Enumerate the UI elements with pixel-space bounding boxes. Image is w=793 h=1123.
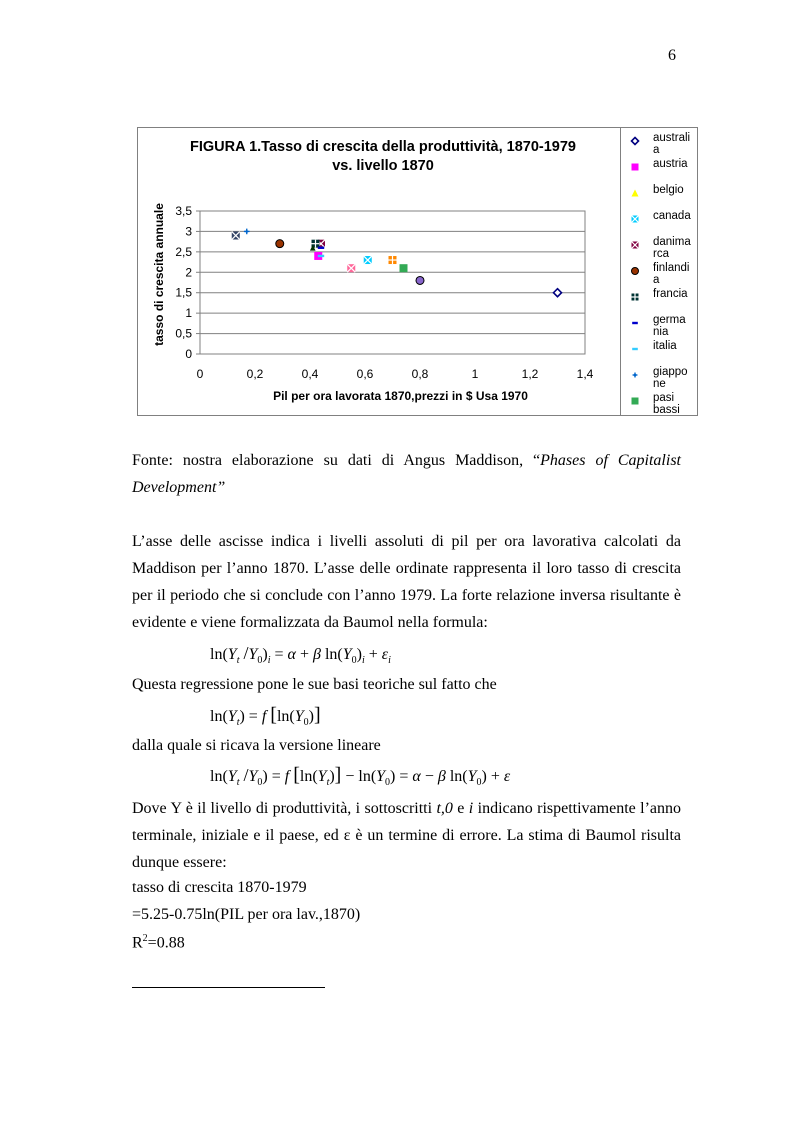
- legend-item: [621, 158, 698, 184]
- formula-theoretical: $\ln(Y_t) = f$ $[\ln(Y_0)]$: [210, 704, 321, 729]
- para2-italic-i: i: [468, 800, 474, 817]
- legend-item: [621, 184, 698, 210]
- legend-marker-icon: [628, 187, 642, 199]
- legend-label: [653, 314, 698, 338]
- legend-label-line: a: [653, 144, 660, 156]
- legend-label: [653, 184, 698, 196]
- legend-label-line: danima: [653, 236, 691, 248]
- y-tick-label: 0: [185, 347, 192, 361]
- para2-part-a: Dove Y è il livello di produttività, i sottoscritti: [132, 800, 437, 817]
- y-tick-label: 3: [185, 224, 192, 239]
- legend-label: [653, 366, 698, 390]
- legend-label: [653, 288, 698, 300]
- x-tick-label: 1,2: [521, 367, 539, 381]
- data-point: [416, 276, 424, 284]
- legend-label: [653, 132, 698, 156]
- x-tick-label: 0,8: [411, 367, 429, 381]
- data-point: [400, 264, 408, 272]
- legend-label-line: a: [653, 274, 660, 286]
- legend-label: [653, 210, 698, 222]
- legend-label-line: rca: [653, 248, 669, 260]
- para2-part-b: e: [452, 800, 469, 817]
- legend-label: [653, 236, 698, 260]
- legend-marker-icon: [628, 317, 642, 329]
- data-point: [347, 264, 355, 272]
- legend-marker: [632, 190, 639, 197]
- y-tick-label: 0,5: [175, 326, 192, 341]
- legend-item: [621, 392, 698, 416]
- legend-item: [621, 236, 698, 262]
- paragraph-intro: L’asse delle ascisse indica i livelli assoluti di pil per ora lavorativa calcolati da Maddison per l’anno 1870. L’asse delle ordinate rappresenta il loro tasso di crescita per il periodo che si conclude con l’anno 1979. La forte relazione inversa risultante è evidente e viene formalizzata da Baumol nella formula:: [132, 533, 681, 631]
- legend-marker: [632, 216, 639, 223]
- legend-label: [653, 262, 698, 286]
- legend-item: [621, 366, 698, 392]
- legend-label-line: australi: [653, 132, 691, 144]
- legend-marker: [632, 294, 639, 301]
- legend-marker: [633, 373, 638, 378]
- legend-marker: [632, 242, 639, 249]
- chart-plot-area: [138, 128, 620, 416]
- footnote-separator: [132, 987, 325, 988]
- legend-marker-icon: [628, 135, 642, 147]
- legend-label-line: austria: [653, 158, 688, 170]
- r-squared-sup: 2: [142, 933, 148, 944]
- legend-item: [621, 288, 698, 314]
- legend-label: [653, 158, 698, 170]
- data-point: [364, 256, 372, 264]
- text-linear-version: dalla quale si ricava la versione lineare: [132, 737, 381, 754]
- legend-item: [621, 340, 698, 366]
- y-tick-label: 2: [185, 265, 192, 280]
- chart-legend: [620, 128, 698, 416]
- legend-label-line: bassi: [653, 404, 680, 416]
- legend-label: [653, 392, 698, 416]
- para2-part-c: indicano rispettivamente l’anno terminale, iniziale e il paese, ed ε è un termine di errore. La stima di Baumol risulta dunque essere:: [132, 800, 682, 871]
- legend-label-line: italia: [653, 340, 677, 352]
- legend-label-line: pasi: [653, 392, 675, 404]
- legend-marker: [632, 268, 639, 275]
- legend-marker-icon: [628, 291, 642, 303]
- data-point: [276, 240, 284, 248]
- legend-item: [621, 210, 698, 236]
- r-squared-value: =0.88: [147, 934, 185, 952]
- x-tick-label: 0: [196, 367, 204, 381]
- data-point: [318, 247, 324, 249]
- paragraph-definitions: [132, 795, 681, 876]
- legend-item: [621, 314, 698, 340]
- text-regression-basis: Questa regressione pone le sue basi teoriche sul fatto che: [132, 676, 497, 693]
- data-point: [554, 289, 562, 297]
- legend-marker-icon: [628, 395, 642, 407]
- y-tick-label: 3,5: [175, 204, 192, 218]
- legend-marker-icon: [628, 265, 642, 277]
- r-squared-base: R: [132, 934, 143, 952]
- data-point: [232, 232, 240, 240]
- caption-text: Fonte: nostra elaborazione su dati di Angus Maddison, “: [132, 452, 541, 469]
- result-line-1: tasso di crescita 1870-1979: [132, 879, 307, 896]
- data-point: [389, 256, 397, 264]
- legend-label-line: francia: [653, 288, 688, 300]
- legend-marker-icon: [628, 343, 642, 355]
- y-tick-label: 1: [185, 306, 192, 321]
- legend-marker: [632, 138, 639, 145]
- caption-italic-title: Phases of Capitalist Development”: [132, 452, 681, 496]
- legend-label-line: germa: [653, 314, 686, 326]
- chart-title-line-2: vs. livello 1870: [332, 158, 434, 174]
- formula-baumol: $\ln(Y_t$ $/Y_0)_i = \alpha + \beta$ $\ln(Y_0)_i + \varepsilon_i$: [210, 643, 391, 667]
- x-tick-label: 0,4: [301, 367, 319, 381]
- x-tick-label: 0,6: [356, 367, 374, 381]
- page-number: 6: [668, 47, 676, 64]
- figure-source-caption: [132, 447, 681, 501]
- legend-marker-icon: [628, 369, 642, 381]
- legend-label: [653, 340, 698, 352]
- result-line-3: [132, 933, 185, 952]
- legend-marker: [632, 164, 639, 171]
- legend-label-line: finlandi: [653, 262, 690, 274]
- scatter-chart-figure: [137, 127, 698, 416]
- y-tick-label: 1,5: [175, 285, 192, 300]
- legend-marker: [632, 398, 639, 405]
- legend-marker: [632, 348, 638, 350]
- result-line-2: =5.25-0.75ln(PIL per ora lav.,1870): [132, 906, 361, 923]
- formula-linear: $\ln(Y_t$ $/Y_0) = f$ $[\ln(Y_t)] - \ln(Y_0) = \alpha - \beta$ $\ln(Y_0) + \varepsilon$: [210, 764, 511, 789]
- legend-label-line: canada: [653, 210, 691, 222]
- plot-frame: [200, 211, 585, 354]
- legend-marker-icon: [628, 239, 642, 251]
- x-tick-label: 1: [471, 367, 479, 381]
- legend-marker-icon: [628, 161, 642, 173]
- chart-title-line-1: FIGURA 1.Tasso di crescita della produttività, 1870-1979: [190, 139, 576, 155]
- legend-marker-icon: [628, 213, 642, 225]
- x-tick-label: 0,2: [246, 367, 264, 381]
- data-point: [318, 255, 324, 257]
- legend-label-line: nia: [653, 326, 669, 338]
- y-axis-label: tasso di crescita annuale: [152, 203, 166, 346]
- legend-marker: [632, 322, 638, 324]
- x-tick-label: 1,4: [576, 367, 594, 381]
- x-axis-label: Pil per ora lavorata 1870,prezzi in $ Usa 1970: [273, 389, 528, 403]
- y-tick-label: 2,5: [175, 244, 192, 259]
- data-point: [244, 229, 250, 235]
- legend-label-line: belgio: [653, 184, 684, 196]
- legend-label-line: giappo: [653, 366, 688, 378]
- legend-item: [621, 132, 698, 158]
- legend-item: [621, 262, 698, 288]
- para2-italic-subscripts: t,0: [436, 800, 453, 817]
- legend-label-line: ne: [653, 378, 666, 390]
